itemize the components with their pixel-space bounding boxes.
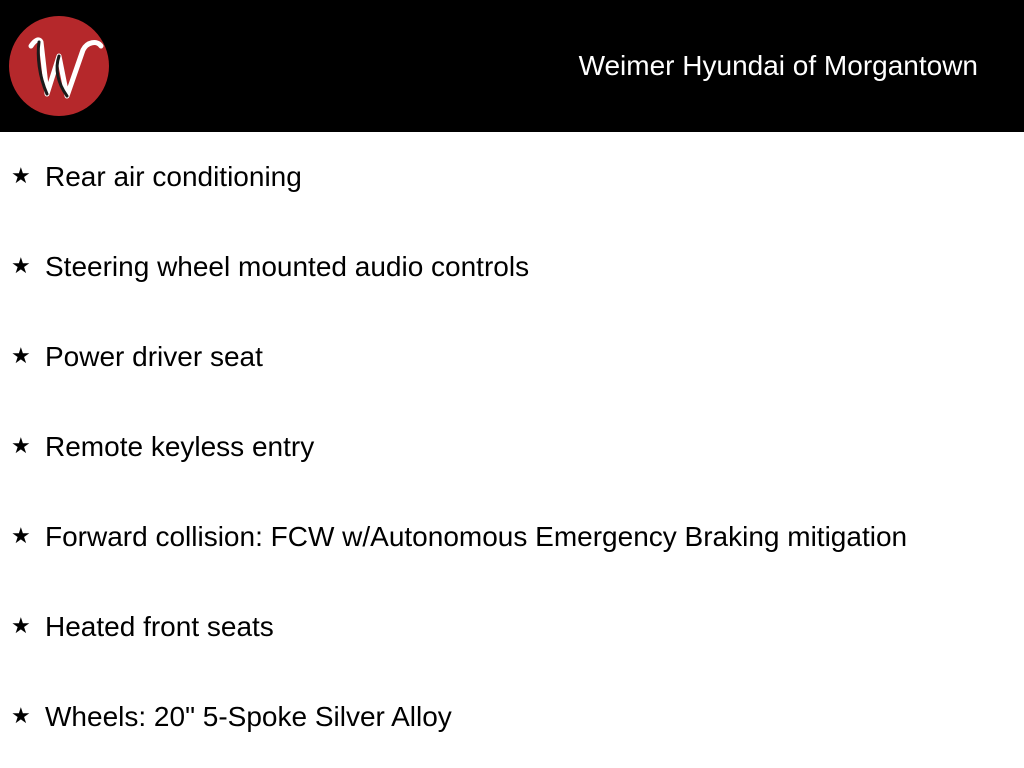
feature-item	[0, 338, 1024, 378]
star-icon: ★	[11, 163, 31, 188]
feature-text: Steering wheel mounted audio controls	[45, 251, 530, 282]
star-icon: ★	[11, 703, 31, 728]
star-icon: ★	[11, 253, 31, 278]
feature-text: Wheels: 20" 5-Spoke Silver Alloy	[45, 701, 452, 732]
weimer-logo-icon	[9, 16, 109, 116]
star-icon: ★	[11, 343, 31, 368]
star-icon: ★	[11, 523, 31, 548]
feature-text: Forward collision: FCW w/Autonomous Emergency Braking mitigation	[45, 521, 908, 552]
feature-item	[0, 158, 1024, 198]
feature-item	[0, 248, 1024, 288]
star-icon: ★	[11, 433, 31, 458]
feature-item	[0, 428, 1024, 468]
feature-text: Power driver seat	[45, 341, 263, 372]
dealer-name: Weimer Hyundai of Morgantown	[578, 50, 978, 81]
feature-text: Rear air conditioning	[45, 161, 302, 192]
feature-item	[0, 518, 1024, 558]
star-icon: ★	[11, 613, 31, 638]
feature-text: Heated front seats	[45, 611, 274, 642]
feature-item	[0, 698, 1024, 738]
feature-text: Remote keyless entry	[45, 431, 315, 462]
header-bar	[0, 0, 1024, 132]
feature-item	[0, 608, 1024, 648]
